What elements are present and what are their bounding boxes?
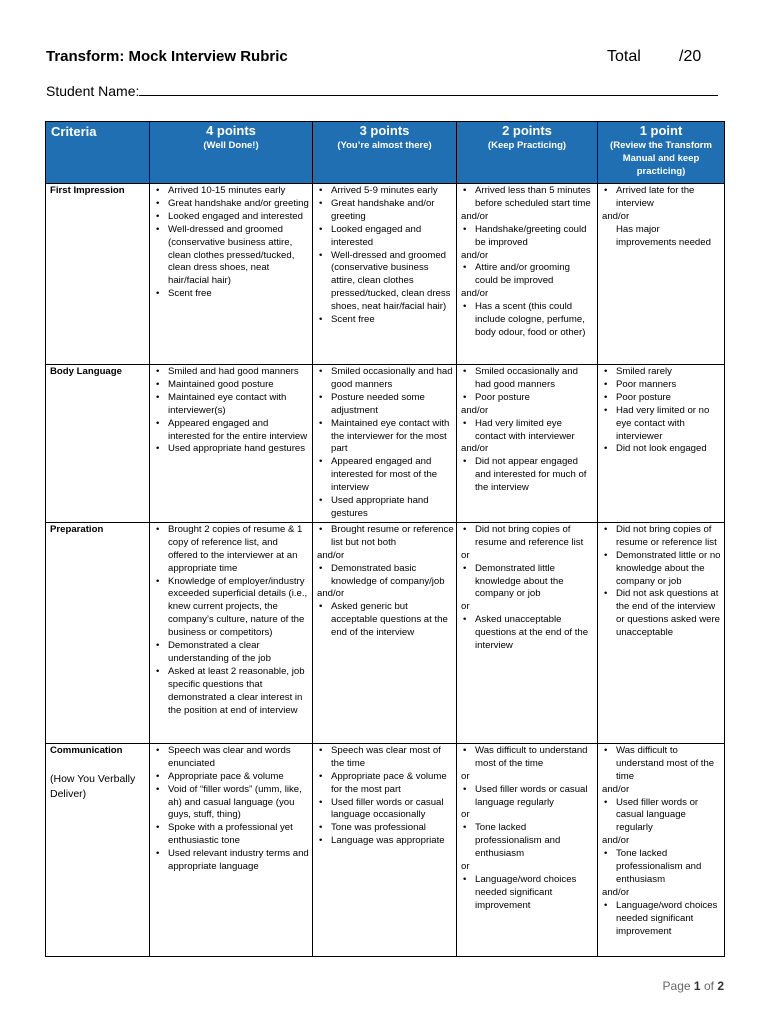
rubric-cell-3-points — [313, 184, 457, 365]
rubric-body — [46, 184, 725, 957]
column-header-1-point — [598, 122, 725, 184]
bullet-item: • Language was appropriate — [317, 835, 454, 848]
page-current: 1 — [693, 979, 701, 993]
bullet-item: • Arrived 5-9 minutes early — [317, 185, 454, 198]
bullet-item: • Smiled occasionally and had good manners — [461, 366, 595, 392]
bullet-item: • Looked engaged and interested — [154, 211, 310, 224]
bullet-item: • Language/word choices needed significant improvement — [461, 874, 595, 913]
rubric-cell-1-point — [598, 184, 725, 365]
connector-text: Has major improvements needed — [616, 223, 711, 248]
column-points: 4 points — [206, 123, 256, 138]
column-points: 3 points — [359, 123, 410, 138]
rubric-cell-4-points — [150, 184, 313, 365]
connector-text: or — [461, 549, 470, 561]
connector-text: or — [461, 861, 470, 873]
bullet-item: • Asked at least 2 reasonable, job specific questions that demonstrated a clear interest in the position at end of interview — [154, 666, 310, 718]
bullet-item: • Did not ask questions at the end of the interview or questions asked were unacceptable — [602, 588, 722, 640]
bullet-item: • Smiled and had good manners — [154, 366, 310, 379]
connector-text: and/or — [602, 210, 630, 222]
column-subtitle: (Well Done!) — [203, 140, 259, 151]
column-points: 2 points — [502, 123, 552, 138]
bullet-item: • Brought resume or reference list but not both — [317, 524, 454, 550]
criterion-cell — [46, 743, 150, 956]
rubric-cell-4-points — [150, 743, 313, 956]
bullet-item: • Language/word choices needed significant improvement — [602, 900, 722, 939]
connector-text: or — [461, 809, 470, 821]
total-label: Total — [607, 48, 641, 65]
bullet-item: • Did not appear engaged and interested for much of the interview — [461, 456, 595, 495]
bullet-item: • Void of “filler words” (umm, like, ah) and casual language (you guys, stuff, thing) — [154, 784, 310, 823]
criterion-cell — [46, 365, 150, 523]
rubric-cell-4-points — [150, 365, 313, 523]
connector-text: and/or — [461, 210, 489, 222]
bullet-item: • Asked unacceptable questions at the end of the interview — [461, 614, 595, 653]
connector-text: and/or — [461, 404, 489, 416]
bullet-item: • Arrived 10-15 minutes early — [154, 185, 310, 198]
bullet-item: • Demonstrated a clear understanding of the job — [154, 640, 310, 666]
bullet-item: • Well-dressed and groomed (conservative business attire, clean clothes pressed/tucked, clean dress shoes, neat hair/facial hair) — [154, 224, 310, 289]
bullet-item: • Maintained eye contact with the interviewer for the most part — [317, 418, 454, 457]
document-title: Transform: Mock Interview Rubric — [46, 48, 288, 65]
criterion-name: First Impression — [50, 185, 125, 196]
rubric-cell-1-point — [598, 743, 725, 956]
connector-text: and/or — [461, 249, 489, 261]
bullet-item: • Appeared engaged and interested for the entire interview — [154, 418, 310, 444]
bullet-item: • Brought 2 copies of resume & 1 copy of reference list, and offered to the interviewer at an appropriate time — [154, 524, 310, 576]
bullet-item: • Appropriate pace & volume for the most part — [317, 771, 454, 797]
column-points: 1 point — [639, 123, 683, 138]
bullet-item: • Used appropriate hand gestures — [154, 443, 310, 456]
rubric-cell-2-points — [457, 184, 598, 365]
bullet-item: • Demonstrated little knowledge about the company or job — [461, 563, 595, 602]
bullet-item: • Posture needed some adjustment — [317, 392, 454, 418]
bullet-item: • Used filler words or casual language regularly — [461, 784, 595, 810]
bullet-item: • Handshake/greeting could be improved — [461, 224, 595, 250]
rubric-cell-4-points — [150, 522, 313, 743]
bullet-item: • Scent free — [317, 314, 454, 327]
rubric-table — [45, 121, 725, 957]
bullet-item: • Arrived late for the interview — [602, 185, 722, 211]
rubric-cell-3-points — [313, 365, 457, 523]
criterion-name: Preparation — [50, 523, 104, 535]
bullet-item: • Smiled rarely — [602, 366, 722, 379]
bullet-item: • Did not bring copies of resume and reference list — [461, 524, 595, 550]
rubric-row — [46, 522, 725, 743]
criterion-subtitle: (How You Verbally Deliver) — [50, 772, 136, 800]
student-name-line — [139, 82, 718, 96]
rubric-cell-2-points — [457, 743, 598, 956]
criterion-name: Communication — [50, 744, 123, 756]
bullet-item: • Used filler words or casual language occasionally — [317, 797, 454, 823]
rubric-cell-1-point — [598, 522, 725, 743]
bullet-item: • Maintained eye contact with interviewer(s) — [154, 392, 310, 418]
bullet-item: • Poor manners — [602, 379, 722, 392]
bullet-item: • Did not bring copies of resume or reference list — [602, 524, 722, 550]
page-total: 2 — [717, 979, 724, 993]
connector-text: and/or — [317, 549, 345, 561]
bullet-item: • Had very limited eye contact with interviewer — [461, 418, 595, 444]
column-subtitle: (You’re almost there) — [337, 140, 432, 151]
bullet-item: • Maintained good posture — [154, 379, 310, 392]
bullet-item: • Speech was clear and words enunciated — [154, 745, 310, 771]
bullet-item: • Used filler words or casual language regularly — [602, 797, 722, 836]
bullet-item: • Demonstrated little or no knowledge about the company or job — [602, 550, 722, 589]
bullet-item: • Smiled occasionally and had good manners — [317, 366, 454, 392]
rubric-cell-2-points — [457, 365, 598, 523]
bullet-item: • Poor posture — [602, 392, 722, 405]
student-name-row — [46, 82, 718, 99]
bullet-item: • Looked engaged and interested — [317, 224, 454, 250]
bullet-item: • Speech was clear most of the time — [317, 745, 454, 771]
connector-text: and/or — [461, 443, 489, 455]
connector-text: and/or — [461, 288, 489, 300]
rubric-cell-1-point — [598, 365, 725, 523]
rubric-cell-3-points — [313, 743, 457, 956]
column-subtitle: (Keep Practicing) — [487, 140, 567, 151]
bullet-item: • Had very limited or no eye contact with interviewer — [602, 405, 722, 444]
bullet-item: • Well-dressed and groomed (conservative business attire, clean clothes pressed/tucked, clean dress shoes, neat hair/facial hair) — [317, 250, 454, 315]
page-of: of — [703, 979, 714, 993]
connector-text: and/or — [602, 783, 630, 795]
criterion-cell — [46, 184, 150, 365]
bullet-item: • Asked generic but acceptable questions at the end of the interview — [317, 601, 454, 640]
column-subtitle: (Review the Transform Manual and keep practicing) — [610, 140, 712, 177]
bullet-item: • Arrived less than 5 minutes before scheduled start time — [461, 185, 595, 211]
connector-text: and/or — [602, 886, 630, 898]
criterion-name: Body Language — [50, 366, 122, 377]
bullet-item: • Tone lacked professionalism and enthusiasm — [602, 848, 722, 887]
connector-text: and/or — [317, 588, 345, 600]
total-score-value: /20 — [679, 48, 702, 65]
bullet-item: • Tone was professional — [317, 822, 454, 835]
rubric-row — [46, 743, 725, 956]
rubric-row — [46, 184, 725, 365]
bullet-item: • Used appropriate hand gestures — [317, 495, 454, 521]
bullet-item: • Demonstrated basic knowledge of company/job — [317, 563, 454, 589]
bullet-item: • Was difficult to understand most of the time — [461, 745, 595, 771]
criterion-cell — [46, 522, 150, 743]
rubric-row — [46, 365, 725, 523]
student-name-label: Student Name: — [46, 83, 140, 99]
bullet-item: • Great handshake and/or greeting — [154, 198, 310, 211]
page-footer — [663, 979, 724, 993]
bullet-item: • Poor posture — [461, 392, 595, 405]
bullet-item: • Tone lacked professionalism and enthusiasm — [461, 822, 595, 861]
column-header-3-points — [313, 122, 457, 184]
column-header-2-points — [457, 122, 598, 184]
criteria-header: Criteria — [46, 122, 150, 184]
bullet-item: • Has a scent (this could include cologne, perfume, body odour, food or other) — [461, 301, 595, 340]
bullet-item: • Appropriate pace & volume — [154, 771, 310, 784]
page-label: Page — [662, 979, 691, 993]
bullet-item: • Great handshake and/or greeting — [317, 198, 454, 224]
connector-text: or — [461, 601, 470, 613]
rubric-cell-3-points — [313, 522, 457, 743]
header-row — [46, 122, 725, 184]
bullet-item: • Knowledge of employer/industry exceeded superficial details (i.e., knew current projects, the company’s culture, nature of the business or competitors) — [154, 576, 310, 641]
bullet-item: • Was difficult to understand most of the time — [602, 745, 722, 784]
bullet-item: • Scent free — [154, 288, 310, 301]
connector-text: or — [461, 770, 470, 782]
bullet-item: • Spoke with a professional yet enthusiastic tone — [154, 822, 310, 848]
bullet-item: • Appeared engaged and interested for most of the interview — [317, 456, 454, 495]
bullet-item: • Used relevant industry terms and appropriate language — [154, 848, 310, 874]
connector-text: and/or — [602, 835, 630, 847]
column-header-4-points — [150, 122, 313, 184]
document-header — [46, 48, 716, 70]
rubric-cell-2-points — [457, 522, 598, 743]
bullet-item: • Attire and/or grooming could be improved — [461, 262, 595, 288]
bullet-item: • Did not look engaged — [602, 443, 722, 456]
